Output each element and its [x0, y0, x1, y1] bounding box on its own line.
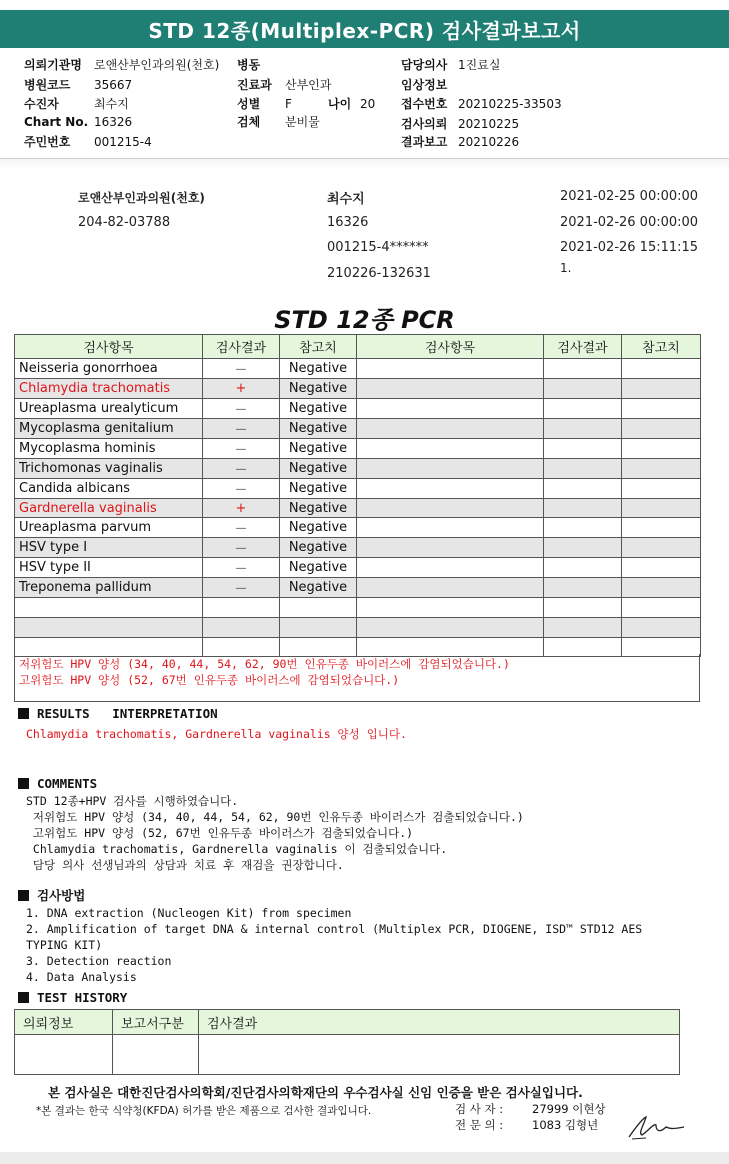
- empty-cell: [544, 478, 622, 498]
- divider-shadow: [0, 159, 729, 169]
- comment-line: Chlamydia trachomatis, Gardnerella vaginalis 이 검출되었습니다.: [26, 842, 448, 856]
- empty-cell: [357, 598, 544, 618]
- empty-cell: [544, 379, 622, 399]
- reference-value: [280, 598, 357, 618]
- test-item-name: Trichomonas vaginalis: [15, 458, 203, 478]
- test-item-name: Mycoplasma genitalium: [15, 418, 203, 438]
- test-item-name: Ureaplasma parvum: [15, 518, 203, 538]
- summary-patient: 최수지: [327, 192, 365, 207]
- hpv-note-low-risk: 저위험도 HPV 양성 (34, 40, 44, 54, 62, 90번 인유두종 바이러스에 감염되었습니다.): [19, 657, 510, 671]
- empty-cell: [357, 518, 544, 538]
- col-header: 의뢰정보: [15, 1010, 113, 1035]
- info-row: 성별 F: [237, 97, 292, 111]
- empty-cell: [544, 398, 622, 418]
- empty-cell: [357, 498, 544, 518]
- info-row: 접수번호 20210225-33503: [401, 97, 562, 111]
- empty-cell: [622, 498, 701, 518]
- reference-value: Negative: [280, 518, 357, 538]
- empty-cell: [357, 478, 544, 498]
- test-result: －: [203, 359, 280, 379]
- empty-cell: [622, 478, 701, 498]
- page-bottom-band: [0, 1152, 729, 1164]
- table-row: [15, 458, 701, 478]
- summary-date-3: 2021-02-26 15:11:15: [560, 240, 699, 255]
- table-row: [15, 438, 701, 458]
- info-row: 의뢰기관명 로앤산부인과의원(천호): [24, 58, 220, 72]
- empty-cell: [622, 578, 701, 598]
- empty-cell: [622, 418, 701, 438]
- table-row: [15, 498, 701, 518]
- summary-clinic-no: 204-82-03788: [78, 215, 171, 230]
- report-title: STD 12종(Multiplex-PCR) 검사결과보고서: [0, 10, 729, 48]
- test-item-name: Chlamydia trachomatis: [15, 379, 203, 399]
- test-result: －: [203, 458, 280, 478]
- info-row: 담당의사 1진료실: [401, 58, 501, 72]
- table-row: [15, 379, 701, 399]
- test-item-name: Gardnerella vaginalis: [15, 498, 203, 518]
- empty-cell: [357, 618, 544, 638]
- reference-value: Negative: [280, 418, 357, 438]
- empty-cell: [544, 418, 622, 438]
- test-item-name: HSV type II: [15, 558, 203, 578]
- results-heading: RESULTS INTERPRETATION: [18, 706, 218, 721]
- empty-cell: [622, 618, 701, 638]
- empty-cell: [622, 598, 701, 618]
- empty-cell: [357, 359, 544, 379]
- summary-accession: 210226-132631: [327, 266, 431, 281]
- table-row: [15, 578, 701, 598]
- reference-value: [280, 618, 357, 638]
- table-row: [15, 598, 701, 618]
- info-row: 검체 분비물: [237, 115, 320, 129]
- reference-value: Negative: [280, 359, 357, 379]
- empty-cell: [544, 518, 622, 538]
- test-item-name: HSV type I: [15, 538, 203, 558]
- tester-label: 검 사 자 :: [455, 1102, 504, 1116]
- test-result: －: [203, 538, 280, 558]
- info-row: 진료과 산부인과: [237, 78, 332, 92]
- test-result: －: [203, 478, 280, 498]
- method-line: TYPING KIT): [26, 938, 103, 952]
- test-result: －: [203, 578, 280, 598]
- info-row: 임상정보: [401, 78, 448, 92]
- col-header: 참고치: [280, 335, 357, 359]
- comment-line: 저위험도 HPV 양성 (34, 40, 44, 54, 62, 90번 인유두종 바이러스가 검출되었습니다.): [26, 810, 524, 824]
- test-item-name: [15, 618, 203, 638]
- summary-clinic: 로앤산부인과의원(천호): [78, 191, 205, 205]
- empty-cell: [357, 578, 544, 598]
- comment-line: STD 12종+HPV 검사를 시행하였습니다.: [26, 794, 239, 808]
- empty-cell: [544, 618, 622, 638]
- table-row: [15, 558, 701, 578]
- square-bullet-icon: [18, 708, 29, 719]
- empty-cell: [622, 438, 701, 458]
- empty-cell: [622, 359, 701, 379]
- comment-line: 고위험도 HPV 양성 (52, 67번 인유두종 바이러스가 검출되었습니다.): [26, 826, 414, 840]
- reference-value: Negative: [280, 478, 357, 498]
- info-row: 결과보고 20210226: [401, 135, 520, 149]
- summary-ssn: 001215-4******: [327, 240, 429, 255]
- empty-cell: [544, 498, 622, 518]
- empty-cell: [622, 458, 701, 478]
- empty-cell: [357, 418, 544, 438]
- empty-cell: [544, 438, 622, 458]
- table-row: [15, 418, 701, 438]
- square-bullet-icon: [18, 778, 29, 789]
- info-row: 검사의뢰 20210225: [401, 117, 520, 131]
- test-result: +: [203, 379, 280, 399]
- history-table: [14, 1009, 680, 1075]
- info-row: 병동: [237, 58, 261, 72]
- test-result: －: [203, 558, 280, 578]
- test-item-name: Mycoplasma hominis: [15, 438, 203, 458]
- hpv-notes: [14, 654, 700, 702]
- method-line: 4. Data Analysis: [26, 970, 137, 984]
- empty-cell: [544, 558, 622, 578]
- table-row: [15, 478, 701, 498]
- test-result: +: [203, 498, 280, 518]
- col-header: 검사항목: [357, 335, 544, 359]
- test-result: －: [203, 398, 280, 418]
- comments-heading: COMMENTS: [18, 776, 97, 791]
- empty-cell: [357, 538, 544, 558]
- empty-cell: [544, 458, 622, 478]
- reference-value: Negative: [280, 379, 357, 399]
- empty-cell: [622, 518, 701, 538]
- empty-cell: [357, 558, 544, 578]
- results-table: [14, 334, 701, 657]
- square-bullet-icon: [18, 890, 29, 901]
- method-line: 2. Amplification of target DNA & internal control (Multiplex PCR, DIOGENE, ISD™ STD12 AES: [26, 922, 643, 936]
- reference-value: Negative: [280, 398, 357, 418]
- certification-text: 본 검사실은 대한진단검사의학회/진단검사의학재단의 우수검사실 신임 인증을 받은 검사실입니다.: [48, 1085, 583, 1100]
- info-row: 주민번호 001215-4: [24, 135, 152, 149]
- table-row: [15, 618, 701, 638]
- empty-cell: [544, 538, 622, 558]
- empty-cell: [544, 578, 622, 598]
- history-row: [15, 1035, 680, 1075]
- test-item-name: [15, 598, 203, 618]
- col-header: 검사결과: [203, 335, 280, 359]
- test-item-name: Neisseria gonorrhoea: [15, 359, 203, 379]
- info-row: 수진자 최수지: [24, 97, 129, 111]
- test-result: －: [203, 418, 280, 438]
- test-result: －: [203, 438, 280, 458]
- std-panel-title: STD 12종 PCR: [274, 306, 455, 334]
- reference-value: Negative: [280, 438, 357, 458]
- table-row: [15, 538, 701, 558]
- info-row: Chart No. 16326: [24, 115, 133, 129]
- summary-date-3-cont: 1.: [560, 261, 572, 275]
- kfda-note: *본 결과는 한국 식약청(KFDA) 허가를 받은 제품으로 검사한 결과입니다.: [36, 1105, 372, 1117]
- info-row-age: 나이 20: [328, 97, 376, 111]
- method-line: 3. Detection reaction: [26, 954, 172, 968]
- summary-date-2: 2021-02-26 00:00:00: [560, 215, 699, 230]
- empty-cell: [622, 538, 701, 558]
- tester-name: 27999 이현상: [532, 1102, 606, 1116]
- empty-cell: [622, 558, 701, 578]
- test-result: [203, 598, 280, 618]
- empty-cell: [622, 398, 701, 418]
- table-row: [15, 359, 701, 379]
- table-row: [15, 518, 701, 538]
- hpv-note-high-risk: 고위험도 HPV 양성 (52, 67번 인유두종 바이러스에 감염되었습니다.): [19, 673, 400, 687]
- history-header-row: [15, 1010, 680, 1035]
- method-heading: 검사방법: [18, 886, 85, 904]
- empty-cell: [357, 458, 544, 478]
- summary-date-1: 2021-02-25 00:00:00: [560, 189, 699, 204]
- test-item-name: Treponema pallidum: [15, 578, 203, 598]
- test-item-name: Ureaplasma urealyticum: [15, 398, 203, 418]
- square-bullet-icon: [18, 992, 29, 1003]
- summary-chart: 16326: [327, 215, 369, 230]
- empty-cell: [357, 398, 544, 418]
- col-header: 검사결과: [544, 335, 622, 359]
- reference-value: Negative: [280, 458, 357, 478]
- info-row: 병원코드 35667: [24, 78, 133, 92]
- empty-cell: [622, 379, 701, 399]
- test-result: －: [203, 518, 280, 538]
- reference-value: Negative: [280, 498, 357, 518]
- col-header: 참고치: [622, 335, 701, 359]
- reference-value: Negative: [280, 578, 357, 598]
- reference-value: Negative: [280, 558, 357, 578]
- test-item-name: Candida albicans: [15, 478, 203, 498]
- empty-cell: [544, 359, 622, 379]
- expert-name: 1083 김형년: [532, 1118, 599, 1132]
- expert-label: 전 문 의 :: [455, 1118, 504, 1132]
- test-result: [203, 618, 280, 638]
- col-header: 보고서구분: [113, 1010, 199, 1035]
- empty-cell: [544, 598, 622, 618]
- reference-value: Negative: [280, 538, 357, 558]
- empty-cell: [357, 379, 544, 399]
- history-heading: TEST HISTORY: [18, 990, 127, 1005]
- results-header-row: [15, 335, 701, 359]
- col-header: 검사결과: [199, 1010, 680, 1035]
- results-text: Chlamydia trachomatis, Gardnerella vaginalis 양성 입니다.: [26, 727, 407, 741]
- comment-line: 담당 의사 선생님과의 상담과 치료 후 재검을 권장합니다.: [26, 858, 344, 872]
- col-header: 검사항목: [15, 335, 203, 359]
- signature-icon: [626, 1113, 688, 1141]
- table-row: [15, 398, 701, 418]
- empty-cell: [357, 438, 544, 458]
- method-line: 1. DNA extraction (Nucleogen Kit) from specimen: [26, 906, 352, 920]
